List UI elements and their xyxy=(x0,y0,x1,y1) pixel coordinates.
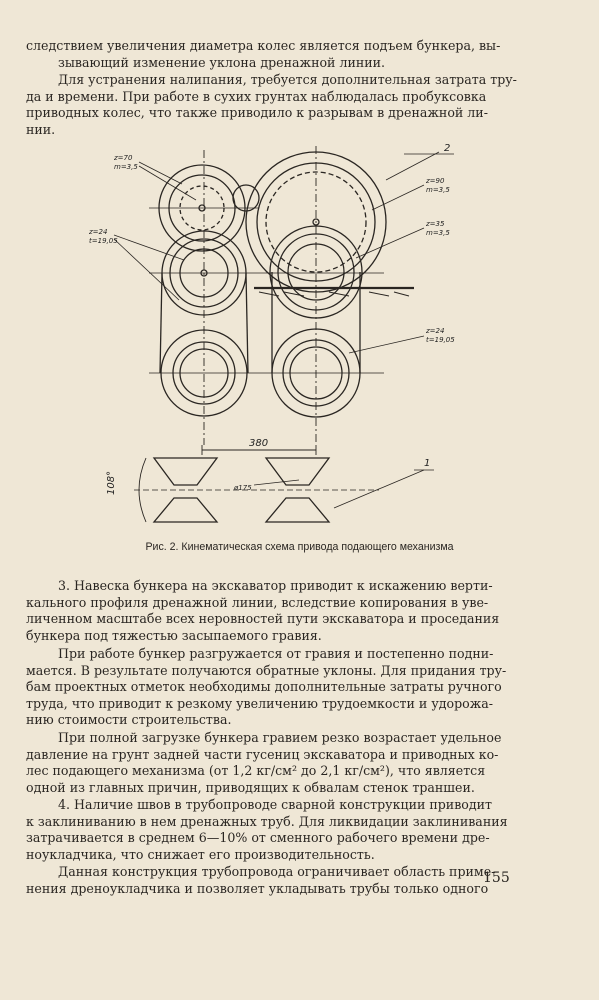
text-line: нии. xyxy=(26,121,56,137)
figure-caption: Рис. 2. Кинематическая схема привода подающего механизма xyxy=(145,541,454,553)
text-line: мается. В результате получаются обратные уклоны. Для придания тру- xyxy=(26,662,507,678)
label-part-1: 1 xyxy=(424,458,431,469)
text-line: Для устранения налипания, требуется дополнительная затрата тру- xyxy=(58,72,517,87)
dimension-108: 108° xyxy=(106,470,117,495)
text-line: кального профиля дренажной линии, вследствие копирования в уве- xyxy=(26,594,489,610)
text-line: ноукладчика, что снижает его производительность. xyxy=(26,846,375,862)
text-line: нения дреноукладчика и позволяет укладывать трубы только одного xyxy=(26,880,489,896)
label-m35-b: m=3,5 xyxy=(426,186,450,194)
paragraph-2 xyxy=(26,72,518,138)
text-line: При работе бункер разгружается от гравия и постепенно подни- xyxy=(58,646,494,661)
text-line: приводных колес, что также приводило к разрывам в дренажной ли- xyxy=(26,105,488,121)
text-line: затрачивается в среднем 6—10% от сменного рабочего времени дре- xyxy=(26,830,490,846)
paragraph-7 xyxy=(26,864,518,897)
paragraph-3 xyxy=(26,578,518,644)
label-z35: z=35 xyxy=(426,220,445,228)
text-line: лес подающего механизма (от 1,2 кг/см² до 2,1 кг/см²), что является xyxy=(26,763,486,779)
text-line: При полной загрузке бункера гравием резко возрастает удельное xyxy=(58,730,502,745)
text-line: нию стоимости строительства. xyxy=(26,712,232,728)
text-line: труда, что приводит к резкому увеличению трудоемкости и удорожа- xyxy=(26,695,494,711)
text-line: давление на грунт задней части гусениц экскаватора и приводных ко- xyxy=(26,746,499,762)
text-line: зывающий изменение уклона дренажной линии. xyxy=(58,54,386,70)
label-z70: z=70 xyxy=(114,154,133,162)
label-m35-c: m=3,5 xyxy=(426,229,450,237)
kinematic-diagram xyxy=(84,140,464,535)
text-line: личенном масштабе всех неровностей пути экскаватора и проседания xyxy=(26,611,500,627)
kinematic-diagram-svg xyxy=(84,140,464,535)
label-m35-a: m=3,5 xyxy=(114,163,138,171)
dimension-380: 380 xyxy=(249,438,269,449)
text-line: 4. Наличие швов в трубопроводе сварной конструкции приводит xyxy=(58,797,492,812)
text-line: к заклиниванию в нем дренажных труб. Для ликвидации заклинивания xyxy=(26,813,508,829)
text-line: да и времени. При работе в сухих грунтах наблюдалась пробуксовка xyxy=(26,88,487,104)
text-line: одной из главных причин, приводящих к обвалам стенок траншеи. xyxy=(26,779,475,795)
paragraph-4 xyxy=(26,646,518,729)
paragraph-5 xyxy=(26,730,518,796)
label-z24-b: z=24 xyxy=(426,327,445,335)
dimension-175: ø175 xyxy=(234,484,252,492)
label-t1905-a: t=19,05 xyxy=(89,237,118,245)
paragraph-6 xyxy=(26,797,518,863)
label-z24-a: z=24 xyxy=(89,228,108,236)
text-line: бункера под тяжестью засыпаемого гравия. xyxy=(26,627,322,643)
text-line: бам проектных отметок необходимы дополнительные затраты ручного xyxy=(26,679,502,695)
text-line: 3. Навеска бункера на экскаватор приводит к искажению верти- xyxy=(58,578,493,593)
label-z90: z=90 xyxy=(426,177,445,185)
page-number: 155 xyxy=(483,870,510,886)
label-part-2: 2 xyxy=(444,143,451,154)
paragraph-1 xyxy=(26,38,518,71)
label-t1905-b: t=19,05 xyxy=(426,336,455,344)
text-line: Данная конструкция трубопровода ограничивает область приме- xyxy=(58,864,496,879)
text-line: следствием увеличения диаметра колес является подъем бункера, вы- xyxy=(26,38,501,53)
